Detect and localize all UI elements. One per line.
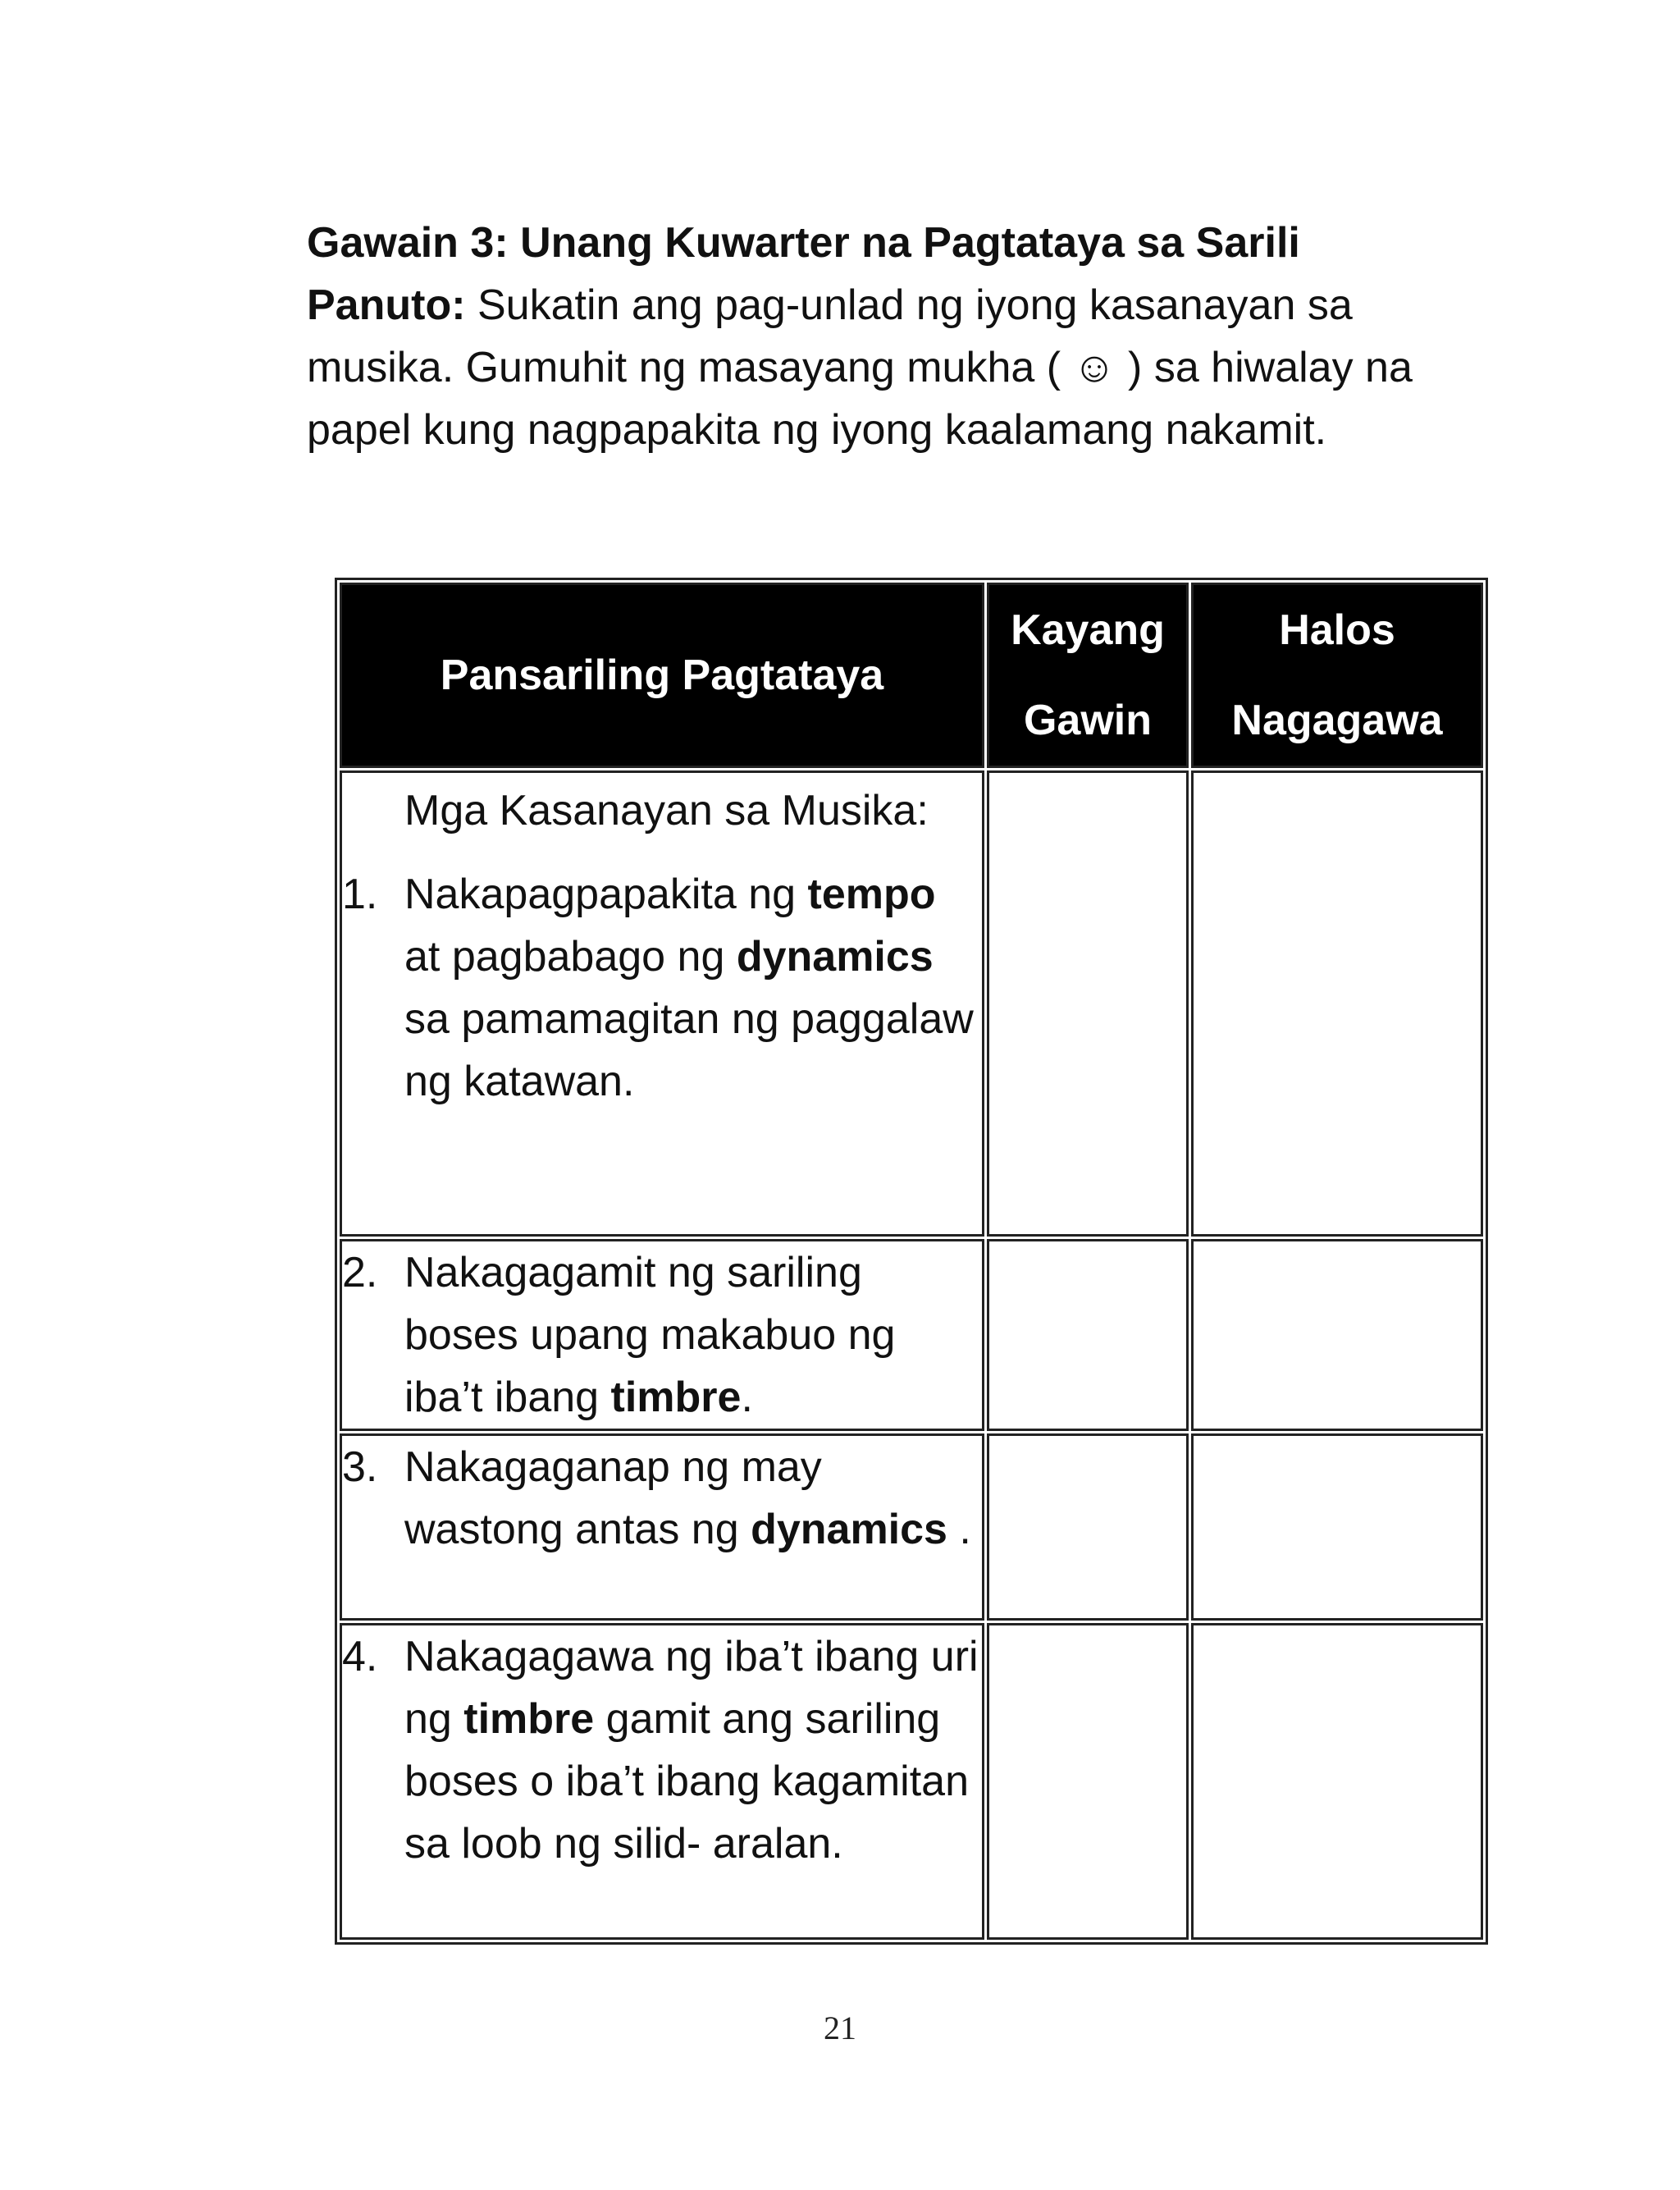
item-text [404, 1625, 982, 1875]
skill-cell-1 [340, 770, 984, 1237]
item-text [404, 1241, 982, 1429]
table-row [340, 1239, 1483, 1431]
item-text-part: Nakagaganap ng may wastong antas ng [404, 1443, 822, 1553]
kayang-gawin-cell-3 [987, 1433, 1189, 1621]
header-pansariling-pagtataya [340, 583, 984, 768]
kayang-gawin-cell-1 [987, 770, 1189, 1237]
instruction-text: Sukatin ang pag-unlad ng iyong kasanayan sa musika. Gumuhit ng masayang mukha ( ☺ ) sa hiwalay na papel kung nagpapakita ng iyong kaalamang nakamit. [307, 281, 1413, 454]
item-number: 4. [342, 1633, 378, 1680]
item-text-part: Nakapagpapakita ng [404, 871, 808, 918]
skill-item-2 [342, 1241, 982, 1429]
table-row [340, 1433, 1483, 1621]
table-row [340, 770, 1483, 1237]
item-text-part: . [741, 1374, 753, 1421]
halos-nagagawa-cell-4 [1191, 1623, 1483, 1940]
header-col1-label: Pansariling Pagtataya [440, 652, 884, 699]
item-text-part: . [947, 1506, 971, 1553]
skill-cell-4 [340, 1623, 984, 1940]
page-number: 21 [824, 2009, 856, 2046]
skill-cell-3 [340, 1433, 984, 1621]
skill-item-1 [342, 863, 982, 1113]
item-text [404, 863, 982, 1113]
table-row [340, 1623, 1483, 1940]
activity-title: Gawain 3: Unang Kuwarter na Pagtataya sa Sarili [307, 219, 1300, 267]
item-text-part: Nakagagawa ng iba’t ibang uri ng [404, 1633, 979, 1743]
item-text-part: Nakagagamit ng sariling boses upang makabuo ng iba’t ibang [404, 1249, 896, 1421]
halos-nagagawa-cell-2 [1191, 1239, 1483, 1431]
header-col2-line1: Kayang [1011, 606, 1165, 654]
skill-item-3 [342, 1436, 982, 1561]
term-dynamics: dynamics [736, 933, 934, 981]
halos-nagagawa-cell-3 [1191, 1433, 1483, 1621]
kayang-gawin-cell-2 [987, 1239, 1189, 1431]
kayang-gawin-cell-4 [987, 1623, 1189, 1940]
self-assessment-table-wrapper [335, 578, 1478, 1933]
item-text-part: sa pamamagitan ng paggalaw ng katawan. [404, 995, 974, 1105]
item-number: 1. [342, 871, 378, 918]
header-col2-line2: Gawin [1023, 697, 1153, 744]
term-timbre: timbre [610, 1374, 742, 1421]
skills-intro: Mga Kasanayan sa Musika: [404, 787, 929, 834]
item-number: 2. [342, 1249, 378, 1296]
halos-nagagawa-cell-1 [1191, 770, 1483, 1237]
skill-cell-2 [340, 1239, 984, 1431]
self-assessment-table [335, 578, 1488, 1945]
header-col3-line1: Halos [1279, 606, 1395, 654]
term-dynamics: dynamics [751, 1506, 947, 1553]
item-text-part: at pagbabago ng [404, 933, 737, 981]
table-header-row [340, 583, 1483, 768]
term-timbre: timbre [463, 1695, 595, 1743]
activity-heading [307, 212, 1472, 461]
item-number: 3. [342, 1443, 378, 1491]
item-text [404, 1436, 982, 1561]
header-kayang-gawin [987, 583, 1189, 768]
header-halos-nagagawa [1191, 583, 1483, 768]
instruction-label: Panuto: [307, 281, 466, 329]
item-text-part: gamit ang sariling boses o iba’t ibang kagamitan sa loob ng silid- aralan. [404, 1695, 970, 1868]
term-tempo: tempo [807, 871, 936, 918]
header-col3-line2: Nagagawa [1231, 697, 1443, 744]
skill-item-4 [342, 1625, 982, 1875]
